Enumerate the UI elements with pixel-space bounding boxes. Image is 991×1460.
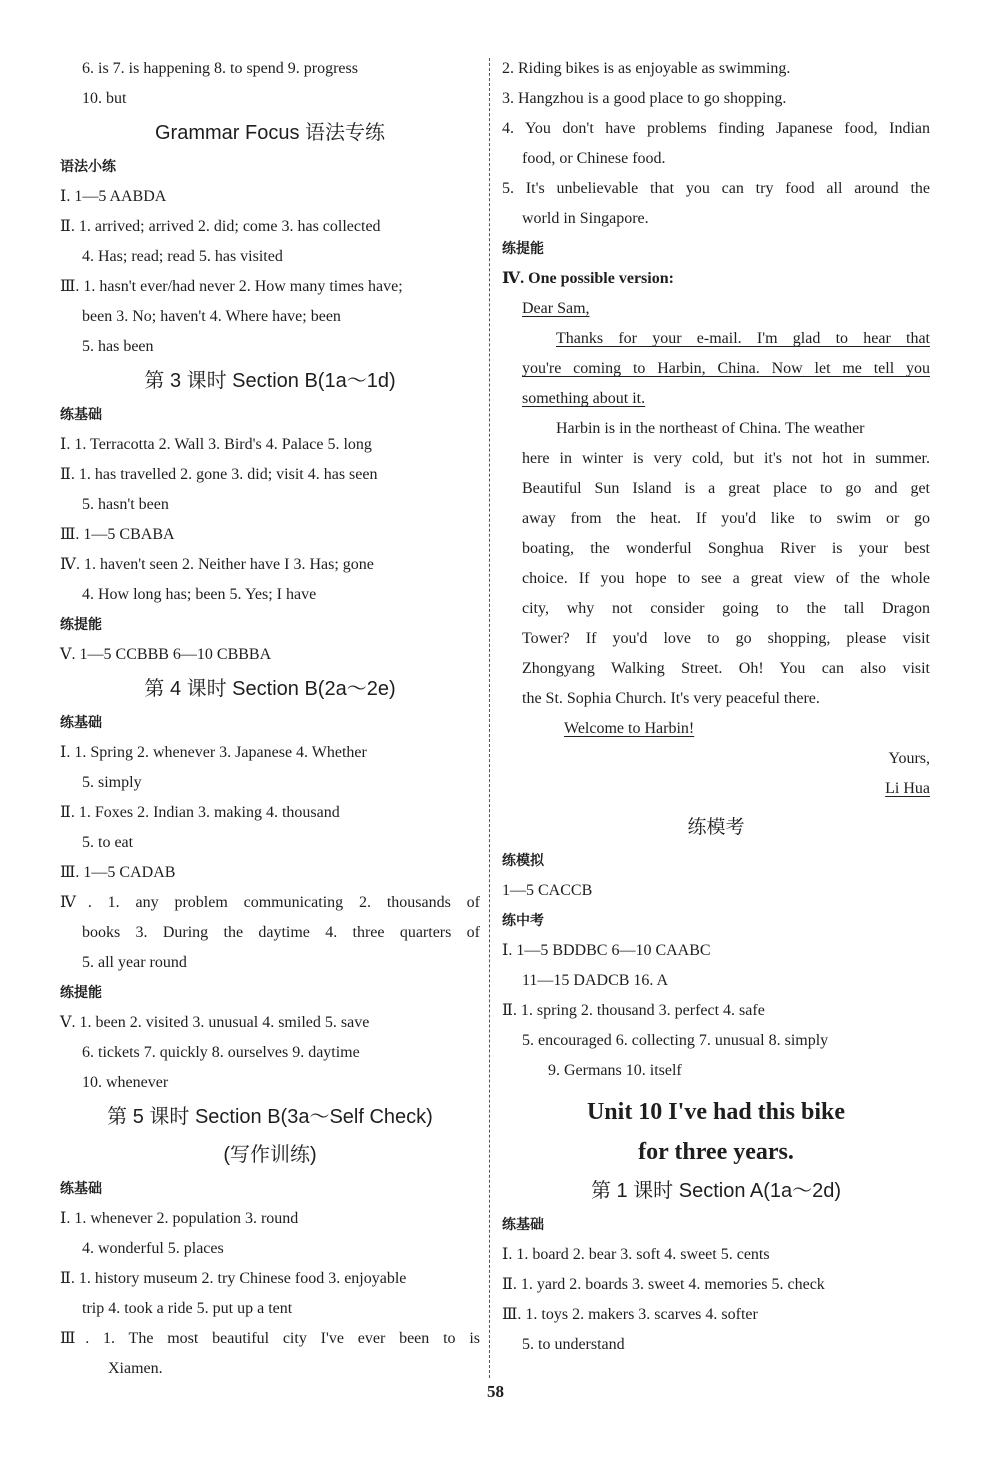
answer-line: Ⅱ. 1. history museum 2. try Chinese food 3. enjoyable (60, 1270, 407, 1287)
answer-line: Xiamen. (108, 1360, 163, 1377)
letter-line: away from the heat. If you'd like to swim or go (522, 510, 930, 527)
section-heading-mock-exam (502, 808, 930, 846)
letter-line (502, 714, 930, 744)
page-number: 58 (487, 1382, 504, 1401)
letter-line: Zhongyang Walking Street. Oh! You can also visit (522, 660, 930, 677)
letter-salutation: Dear Sam, (522, 300, 590, 317)
label-basics: 练基础 (60, 407, 102, 423)
section-heading-lesson-3: 第 3 课时 Section B(1a～1d) (144, 370, 396, 392)
section-heading-grammar-focus: Grammar Focus 语法专练 (154, 122, 386, 144)
answer-line: food, or Chinese food. (522, 150, 666, 167)
answer-line: 5. It's unbelievable that you can try food all around the (502, 180, 930, 197)
answer-line: trip 4. took a ride 5. put up a tent (82, 1300, 293, 1317)
answer-line: Ⅲ. 1—5 CADAB (60, 864, 176, 881)
letter-line: something about it. (522, 390, 646, 407)
answer-line: Ⅱ. 1. arrived; arrived 2. did; come 3. has collected (60, 218, 381, 235)
letter-closing: Yours, (888, 750, 930, 767)
right-column (502, 54, 930, 1360)
answer-line: 9. Germans 10. itself (548, 1062, 682, 1079)
heading-text: 练模考 (687, 816, 745, 838)
letter-line (502, 324, 930, 354)
answer-line: 10. whenever (82, 1074, 169, 1091)
answer-line: 5. has been (82, 338, 154, 355)
answer-line: 6. is 7. is happening 8. to spend 9. progress (82, 60, 358, 77)
letter-line: choice. If you hope to see a great view of the whole (522, 570, 930, 587)
answer-line: Ⅱ. 1. has travelled 2. gone 3. did; visit 4. has seen (60, 466, 378, 483)
section-heading-unit10-lesson-1: 第 1 课时 Section A(1a～2d) (590, 1180, 842, 1202)
letter-line: you're coming to Harbin, China. Now let me tell you (522, 360, 930, 377)
answer-line: 4. wonderful 5. places (82, 1240, 224, 1257)
writing-version-heading: Ⅳ. One possible version: (502, 270, 674, 287)
answer-line: 10. but (82, 90, 127, 107)
answer-line: 3. Hangzhou is a good place to go shopping. (502, 90, 787, 107)
label-improve: 练提能 (60, 617, 102, 633)
unit-title: Unit 10 I've had this bike (586, 1099, 846, 1125)
answer-line: 11—15 DADCB 16. A (522, 972, 669, 989)
letter-line: Beautiful Sun Island is a great place to go and get (522, 480, 930, 497)
answer-line: Ⅰ. 1. Spring 2. whenever 3. Japanese 4. Whether (60, 744, 367, 761)
answer-line: Ⅱ. 1. spring 2. thousand 3. perfect 4. safe (502, 1002, 765, 1019)
answer-line: 5. all year round (82, 954, 187, 971)
answer-line: Ⅲ. 1. toys 2. makers 3. scarves 4. softer (502, 1306, 758, 1323)
answer-line: Ⅲ. 1. hasn't ever/had never 2. How many times have; (60, 278, 403, 295)
section-heading-lesson-5: 第 5 课时 Section B(3a～Self Check) (107, 1106, 433, 1128)
answer-line: Ⅰ. 1—5 BDDBC 6—10 CAABC (502, 942, 711, 959)
answer-line: Ⅳ. 1. haven't seen 2. Neither have I 3. Has; gone (60, 556, 374, 573)
answer-line: Ⅰ. 1. Terracotta 2. Wall 3. Bird's 4. Palace 5. long (60, 436, 372, 453)
label-improve: 练提能 (60, 985, 102, 1001)
answer-line: 5. hasn't been (82, 496, 169, 513)
letter-line: city, why not consider going to the tall Dragon (522, 600, 930, 617)
answer-line: Ⅲ. 1—5 CBABA (60, 526, 175, 543)
left-column (60, 54, 480, 1384)
letter-line: Tower? If you'd love to go shopping, please visit (522, 630, 930, 647)
label-improve: 练提能 (502, 241, 544, 257)
answer-line: Ⅴ. 1. been 2. visited 3. unusual 4. smiled 5. save (60, 1014, 370, 1031)
answer-line: 5. to understand (522, 1336, 625, 1353)
letter-text: Thanks for your e-mail. I'm glad to hear that (556, 330, 930, 347)
letter-line: Harbin is in the northeast of China. The weather (556, 420, 865, 437)
answer-line: 4. Has; read; read 5. has visited (82, 248, 283, 265)
section-heading-lesson-4: 第 4 课时 Section B(2a～2e) (144, 678, 396, 700)
answer-line: been 3. No; haven't 4. Where have; been (82, 308, 341, 325)
letter-line: boating, the wonderful Songhua River is your best (522, 540, 930, 557)
label-basics: 练基础 (60, 1181, 102, 1197)
answer-line: 2. Riding bikes is as enjoyable as swimming. (502, 60, 791, 77)
answer-line: 6. tickets 7. quickly 8. ourselves 9. daytime (82, 1044, 360, 1061)
letter-line: here in winter is very cold, but it's not hot in summer. (522, 450, 930, 467)
answer-line: world in Singapore. (522, 210, 649, 227)
letter-welcome: Welcome to Harbin! (564, 720, 695, 737)
answer-line: 4. How long has; been 5. Yes; I have (82, 586, 317, 603)
answer-line: Ⅰ. 1. whenever 2. population 3. round (60, 1210, 299, 1227)
label-basics: 练基础 (502, 1217, 544, 1233)
label-simulation: 练模拟 (502, 853, 544, 869)
answer-line: Ⅱ. 1. Foxes 2. Indian 3. making 4. thousand (60, 804, 340, 821)
section-heading-writing: (写作训练) (223, 1144, 317, 1166)
letter-line: the St. Sophia Church. It's very peaceful there. (522, 690, 820, 707)
answer-line: 5. encouraged 6. collecting 7. unusual 8. simply (522, 1032, 829, 1049)
answer-line: Ⅰ. 1. board 2. bear 3. soft 4. sweet 5. cents (502, 1246, 770, 1263)
answer-line: Ⅴ. 1—5 CCBBB 6—10 CBBBA (60, 646, 272, 663)
label-zhongkao: 练中考 (502, 913, 544, 929)
answer-line: Ⅱ. 1. yard 2. boards 3. sweet 4. memories 5. check (502, 1276, 825, 1293)
label-basics: 练基础 (60, 715, 102, 731)
column-divider (489, 58, 490, 1378)
answer-line: Ⅲ. 1. The most beautiful city I've ever been to is (60, 1330, 480, 1347)
answer-line: 4. You don't have problems finding Japanese food, Indian (502, 120, 930, 137)
answer-line: 1—5 CACCB (502, 882, 593, 899)
letter-signature (502, 774, 930, 804)
unit-title: for three years. (638, 1139, 794, 1165)
label-grammar-practice: 语法小练 (60, 159, 116, 175)
answer-line: 5. to eat (82, 834, 134, 851)
answer-line: books 3. During the daytime 4. three quarters of (82, 924, 480, 941)
answer-line: 5. simply (82, 774, 142, 791)
signature-text: Li Hua (885, 780, 930, 797)
answer-line: Ⅳ. 1. any problem communicating 2. thousands of (60, 894, 480, 911)
answer-line: Ⅰ. 1—5 AABDA (60, 188, 167, 205)
